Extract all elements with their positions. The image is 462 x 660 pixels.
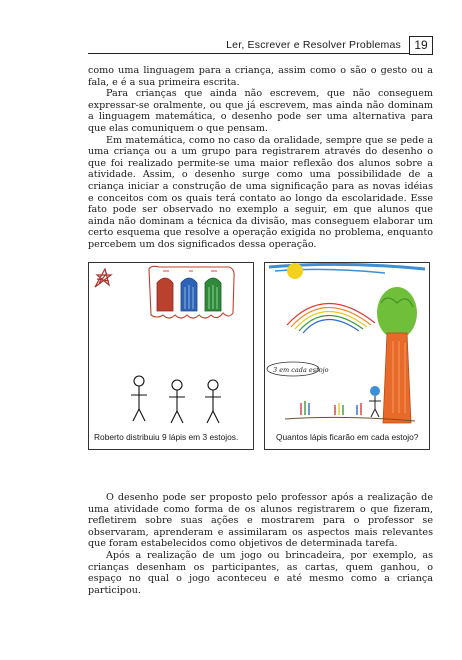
- paragraph: como uma linguagem para a criança, assim como o são o gesto ou a fala, e é a sua primeira escrita.: [88, 65, 433, 88]
- child-drawing-left: [88, 262, 254, 450]
- caption-left: Roberto distribuiu 9 lápis em 3 estojos.: [94, 432, 239, 442]
- stick-figure-2: [169, 380, 185, 423]
- stick-figure-1: [131, 376, 147, 421]
- paragraph: O desenho pode ser proposto pelo professor após a realização de uma atividade como forma de os alunos registrarem o que fizeram, refletirem sobre suas ações e mostrarem para o professor se observaram, aprenderam e assimilaram os aspectos mais relevantes que foram estabelecidos como objetivos de determinada tarefa.: [88, 492, 433, 550]
- drawing-left-svg: [89, 263, 253, 449]
- pencil-group-1: [301, 401, 309, 415]
- page-number: 19: [409, 36, 433, 55]
- estojo-blue: [181, 278, 197, 311]
- header-rule: [88, 53, 410, 54]
- paragraph: Para crianças que ainda não escrevem, que não conseguem expressar-se oralmente, ou que já escrevem, mas ainda não dominam a linguagem matemática, o desenho pode ser uma alternativa para que elas comuniquem o que pensam.: [88, 88, 433, 134]
- drawing-text: 3 em cada estojo: [273, 366, 329, 374]
- body-text-top: [88, 65, 433, 251]
- body-text-bottom: [88, 492, 433, 596]
- estojo-green: [205, 278, 221, 311]
- child-drawing-right: [264, 262, 430, 450]
- tree: [377, 287, 417, 423]
- running-title: Ler, Escrever e Resolver Problemas: [226, 39, 401, 51]
- stick-figure-3: [205, 380, 221, 423]
- child-figure: [369, 386, 381, 417]
- sun: [287, 263, 303, 279]
- rainbow: [287, 303, 375, 333]
- pencil-group-3: [357, 403, 361, 415]
- estojo-red: [157, 278, 173, 311]
- paragraph: Em matemática, como no caso da oralidade, sempre que se pede a uma criança ou a um grupo para registrarem através do desenho o que foi realizado permite-se uma maior reflexão dos alunos sobre a atividade. Assim, o desenho surge como uma possibilidade de a criança iniciar a construção de uma significação para as novas idéias e conceitos com os quais terá contato ao longo da escolaridade. Esse fato pode ser observado no exemplo a seguir, em que alunos que ainda não dominam a técnica da divisão, mas conseguem elaborar um certo esquema que resolve a operação exigida no problema, enquanto percebem um dos significados dessa operação.: [88, 134, 433, 250]
- star-scribble: [95, 269, 111, 287]
- caption-right: Quantos lápis ficarão em cada estojo?: [276, 432, 419, 442]
- drawing-right-svg: [265, 263, 429, 449]
- page-header: [88, 39, 433, 55]
- paragraph: Após a realização de um jogo ou brincadeira, por exemplo, as crianças desenham os participantes, as cartas, quem ganhou, o espaço no qual o jogo aconteceu e até mesmo como a criança participou.: [88, 549, 433, 596]
- pencil-group-2: [335, 403, 343, 415]
